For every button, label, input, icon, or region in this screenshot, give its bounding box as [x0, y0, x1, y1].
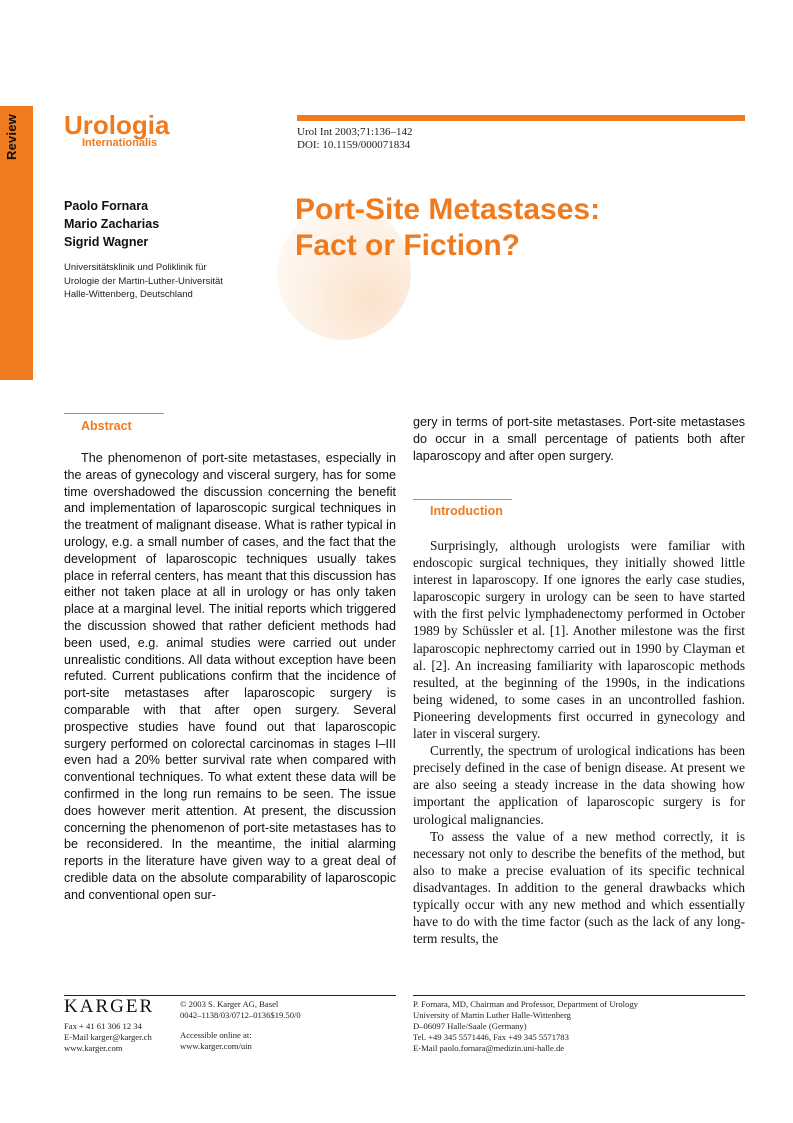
publisher-contact: [64, 1021, 152, 1054]
citation: [297, 126, 413, 152]
website-line: www.karger.com: [64, 1043, 123, 1053]
title-line-2: Fact or Fiction?: [295, 229, 520, 262]
publisher-logo: KARGER: [64, 996, 155, 1017]
doi-line: DOI: 10.1159/000071834: [297, 139, 411, 151]
intro-paragraph: Currently, the spectrum of urological indications has been precisely defined in the case of benign disease. At present we are also seeing a steady increase in the data showing how important the application of laparoscopic surgery is for urological malignancies.: [413, 743, 745, 827]
affiliation: [64, 261, 223, 302]
fax-line: Fax + 41 61 306 12 34: [64, 1021, 142, 1031]
footer-rule-right: [413, 995, 745, 996]
introduction-heading: Introduction: [430, 504, 503, 518]
correspondence-block: [413, 999, 638, 1054]
online-url: www.karger.com/uin: [180, 1041, 252, 1051]
author: Sigrid Wagner: [64, 235, 149, 249]
abstract-continuation: [413, 414, 745, 464]
correspondence-line: D–06097 Halle/Saale (Germany): [413, 1021, 527, 1031]
email-line: E-Mail karger@karger.ch: [64, 1032, 152, 1042]
intro-paragraph: To assess the value of a new method correctly, it is necessary not only to describe the benefits of the method, but also to make a precise evaluation of its specific technical disadvantages. In addition to the general drawbacks which typically occur with any new method and which essentially have to do with the time factor (such as the lack of any long-term results, the: [413, 828, 745, 947]
title-line-1: Port-Site Metastases:: [295, 193, 601, 226]
header-stripe: [297, 115, 745, 121]
abstract-heading: Abstract: [81, 419, 132, 433]
introduction-body: [413, 537, 745, 947]
author: Mario Zacharias: [64, 217, 160, 231]
correspondence-line: Tel. +49 345 5571446, Fax +49 345 5571783: [413, 1032, 569, 1042]
affiliation-line: Halle-Wittenberg, Deutschland: [64, 289, 193, 300]
abstract-body: [64, 450, 396, 904]
copyright-line: © 2003 S. Karger AG, Basel: [180, 999, 279, 1009]
abstract-rule: [64, 413, 164, 414]
citation-line: Urol Int 2003;71:136–142: [297, 126, 413, 138]
introduction-rule: [413, 499, 512, 500]
review-label: Review: [4, 114, 19, 161]
journal-subtitle: Internationalis: [82, 137, 158, 149]
intro-paragraph: Surprisingly, although urologists were familiar with endoscopic surgical techniques, they initially showed little interest in laparoscopy. If one ignores the early case studies, laparoscopic surgery in urology can be seen to have started with the first pelvic lymphadenectomy performed in October 1989 by Schüssler et al. [1]. Another milestone was the first laparoscopic nephrectomy carried out in 1990 by Clayman et al. [2]. An increasing familiarity with laparoscopic methods resulted, at the beginning of the 1990s, in the indications being widened, to some cases in an uncontrolled fashion. Pioneering developments first occurred in gynecology and later in visceral surgery.: [413, 538, 745, 742]
correspondence-line: University of Martin Luther Halle-Wittenberg: [413, 1010, 571, 1020]
author-list: [64, 197, 159, 251]
review-tab: [0, 106, 33, 380]
journal-name: Urologia: [64, 110, 170, 140]
abstract-continuation-text: gery in terms of port-site metastases. Port-site metastases do occur in a small percentage of patients both after laparoscopy and after open surgery.: [413, 415, 745, 463]
correspondence-line: P. Fornara, MD, Chairman and Professor, Department of Urology: [413, 999, 638, 1009]
correspondence-line: E-Mail paolo.fornara@medizin.uni-halle.de: [413, 1043, 565, 1053]
copyright-block: [180, 999, 301, 1021]
affiliation-line: Universitätsklinik und Poliklinik für: [64, 262, 207, 273]
abstract-paragraph: The phenomenon of port-site metastases, especially in the areas of gynecology and visceral surgery, has for some time overshadowed the discussion concerning the benefit and implementation of laparoscopic surgical techniques in the treatment of malignant disease. What is rather typical in urology, e.g. a small number of cases, and the fact that the development of laparoscopic techniques usually takes place in referral centers, has meant that this discussion has either not taken place at all in urology or has only taken place at a marginal level. The initial reports which triggered the discussion showed that rather deficient methods had been used, e.g. animal studies were carried out under unrealistic conditions. All data without exception have been refuted. Current publications confirm that the incidence of port-site metastases after laparoscopic surgery is comparable with that after open surgery. Several prospective studies have found out that laparoscopic surgery performed on colorectal carcinomas in stages I–III even had a 20% better survival rate when compared with conventional techniques. To what extent these data will be confirmed in the long run remains to be seen. The issue does however merit attention. At present, the discussion concerning the phenomenon of port-site metastases has to be reconsidered. In the meantime, the initial alarming reports in the literature have given way to a great deal of credible data on the absolute comparability of laparoscopic and conventional open sur-: [64, 451, 396, 902]
affiliation-line: Urologie der Martin-Luther-Universität: [64, 275, 223, 287]
online-label: Accessible online at:: [180, 1030, 252, 1040]
author: Paolo Fornara: [64, 199, 149, 213]
online-block: [180, 1030, 252, 1052]
article-title: [295, 192, 600, 264]
issn-line: 0042–1138/03/0712–0136$19.50/0: [180, 1010, 301, 1020]
